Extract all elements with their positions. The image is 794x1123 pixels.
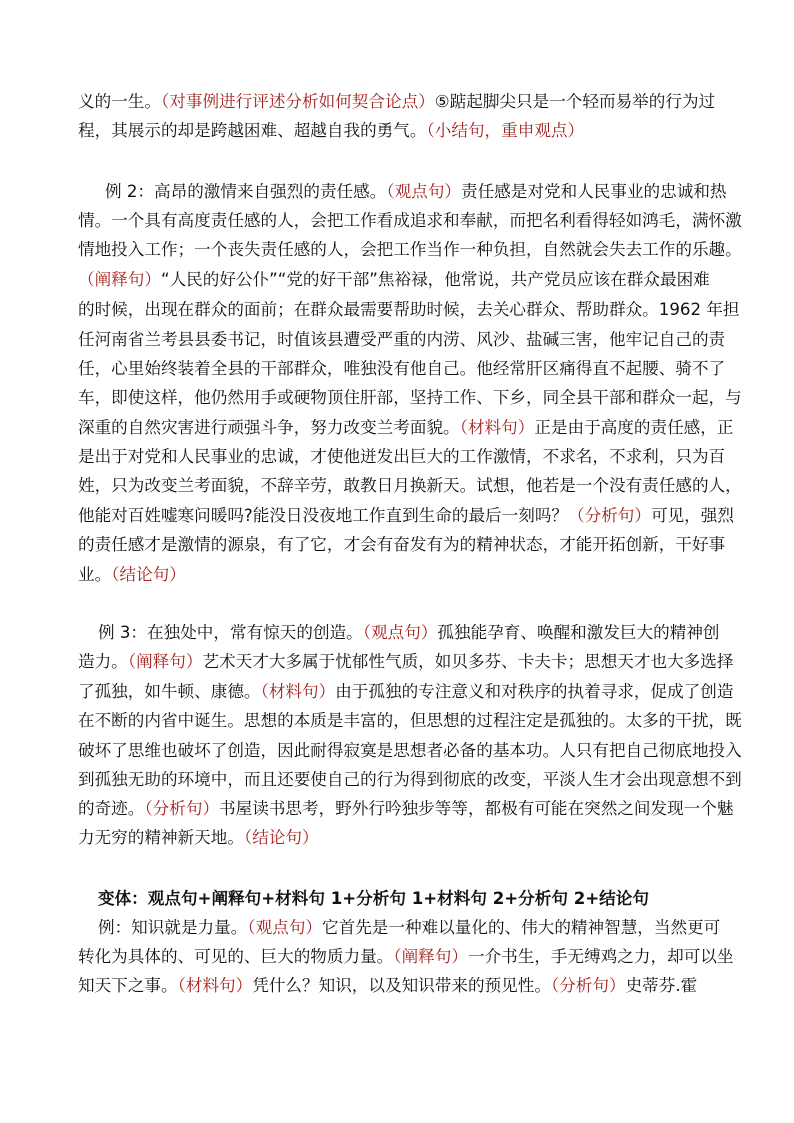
annotation-label: （阐释句） [78,270,161,289]
body-text: 可见，强烈 [651,506,734,525]
body-text: 史蒂芬.霍 [625,976,698,995]
text-line [105,182,727,202]
annotation-label: （观点句） [362,623,438,642]
body-text: “人民的好公仆”“党的好干部”焦裕禄，他常说，共产党员应该在群众最困难 [160,270,710,289]
body-text: 到孤独无助的环境中，而且还要使自己的行为得到彻底的改变，平淡人生才会出现意想不到 [78,770,742,789]
annotation-label: （材料句） [260,682,336,701]
body-text: 义的一生。 [78,92,161,111]
text-line [78,270,710,290]
annotation-label: （材料句） [459,418,535,437]
body-text: 情地投入工作；一个丧失责任感的人，会把工作当作一种负担，自然就会失去工作的乐趣。 [78,240,742,259]
annotation-label: （阐释句） [393,947,468,966]
annotation-label: （分析句） [144,799,220,818]
text-line [78,240,742,260]
body-text: 它首先是一种难以量化的、伟大的精神智慧，当然更可 [322,918,721,937]
body-text: 深重的自然灾害进行顽强斗争，努力改变兰考面貌。 [78,418,460,437]
body-text: 书屋读书思考，野外行吟独步等等，都极有可能在突然之间发现一个魅 [219,799,734,818]
body-text: 业。 [78,565,112,584]
text-line [78,947,733,967]
annotation-label: （结论句） [243,828,319,847]
variant-heading: 变体：观点句+阐释句+材料句 1+分析句 1+材料句 2+分析句 2+结论句 [98,889,649,908]
text-line [98,918,720,938]
body-text: 的责任感才是激情的源泉，有了它，才会有奋发有为的精神状态，才能开拓创新，干好事 [78,535,726,554]
body-text: 知天下之事。 [78,976,178,995]
annotation-label: （阐释句） [127,652,203,671]
text-line [78,300,739,320]
body-text: 由于孤独的专注意义和对秩序的执着寻求，促成了创造 [335,682,734,701]
text-line [78,652,733,672]
body-text: 程，其展示的却是跨越困难、超越自我的勇气。 [78,121,427,140]
text-line [78,506,734,526]
body-text: 情。一个具有高度责任感的人，会把工作看成追求和奉献，而把名利看得轻如鸿毛，满怀激 [78,211,742,230]
text-line [78,565,186,585]
body-text: 在不断的内省中诞生。思想的本质是丰富的，但思想的过程注定是孤独的。太多的干扰，既 [78,711,742,730]
text-line [78,682,733,702]
text-line [78,799,733,819]
body-text: 造力。 [78,652,128,671]
text-line [78,976,697,996]
body-text: 一介书生，手无缚鸡之力，却可以坐 [467,947,734,966]
text-line [78,418,733,438]
annotation-label: （观点句） [247,918,323,937]
body-text: 凭什么？知识，以及知识带来的预见性。 [252,976,551,995]
body-text: 转化为具体的、可见的、巨大的物质力量。 [78,947,394,966]
body-text: 是出于对党和人民事业的忠诚，才使他迸发出巨大的工作激情，不求名，不求利，只为百 [78,447,726,466]
annotation-label: （观点句） [386,182,462,201]
body-text: 孤独能孕育、唤醒和激发巨大的精神创 [437,623,720,642]
body-text: 力无穷的精神新天地。 [78,828,244,847]
text-line [78,476,742,496]
annotation-label: （对事例进行评述分析如何契合论点） [160,92,435,111]
annotation-label: （分析句） [568,506,651,525]
text-line [98,889,649,909]
text-line [78,741,742,761]
text-line [78,770,742,790]
body-text: 例 2：高昂的激情来自强烈的责任感。 [105,182,387,201]
text-line [78,447,725,467]
body-text: 的奇迹。 [78,799,145,818]
text-line [78,211,742,231]
body-text: 破坏了思维也破坏了创造，因此耐得寂寞是思想者必备的基本功。人只有把自己彻底地投入 [78,741,742,760]
text-line [78,711,742,731]
body-text: 的时候，出现在群众的面前；在群众最需要帮助时候，去关心群众、帮助群众。1962 年担 [78,300,740,319]
text-line [78,330,725,350]
text-line [78,828,319,848]
body-text: 艺术天才大多属于忧郁性气质，如贝多芬、卡夫卡；思想天才也大多选择 [202,652,734,671]
body-text: 车，即使这样，他仍然用手或硬物顶住肝部，坚持工作、下乡，同全县干部和群众一起，与 [78,388,742,407]
annotation-label: （分析句） [550,976,626,995]
body-text: 他能对百姓嘘寒问暖吗?能没日没夜地工作直到生命的最后一刻吗？ [78,506,569,525]
body-text: 姓，只为改变兰考面貌，不辞辛劳，敢教日月换新天。试想，他若是一个没有责任感的人， [78,476,742,495]
body-text: 例：知识就是力量。 [98,918,248,937]
annotation-label: （小结句，重申观点） [426,121,585,140]
body-text: 了孤独，如牛顿、康德。 [78,682,261,701]
body-text: 责任感是对党和人民事业的忠诚和热 [461,182,727,201]
annotation-label: （材料句） [177,976,253,995]
text-line [78,388,742,408]
body-text: 例 3：在独处中，常有惊天的创造。 [98,623,363,642]
text-line [78,535,725,555]
body-text: 任，心里始终装着全县的干部群众，唯独没有他自己。他经常肝区痛得直不起腰、骑不了 [78,359,726,378]
body-text: 正是由于高度的责任感，正 [534,418,734,437]
body-text: 任河南省兰考县县委书记，时值该县遭受严重的内涝、风沙、盐碱三害，他牢记自己的责 [78,330,726,349]
text-line [98,623,720,643]
text-line [78,121,584,141]
text-line [78,359,725,379]
body-text: ⑤踮起脚尖只是一个轻而易举的行为过 [434,92,716,111]
text-line [78,92,715,112]
annotation-label: （结论句） [111,565,186,584]
